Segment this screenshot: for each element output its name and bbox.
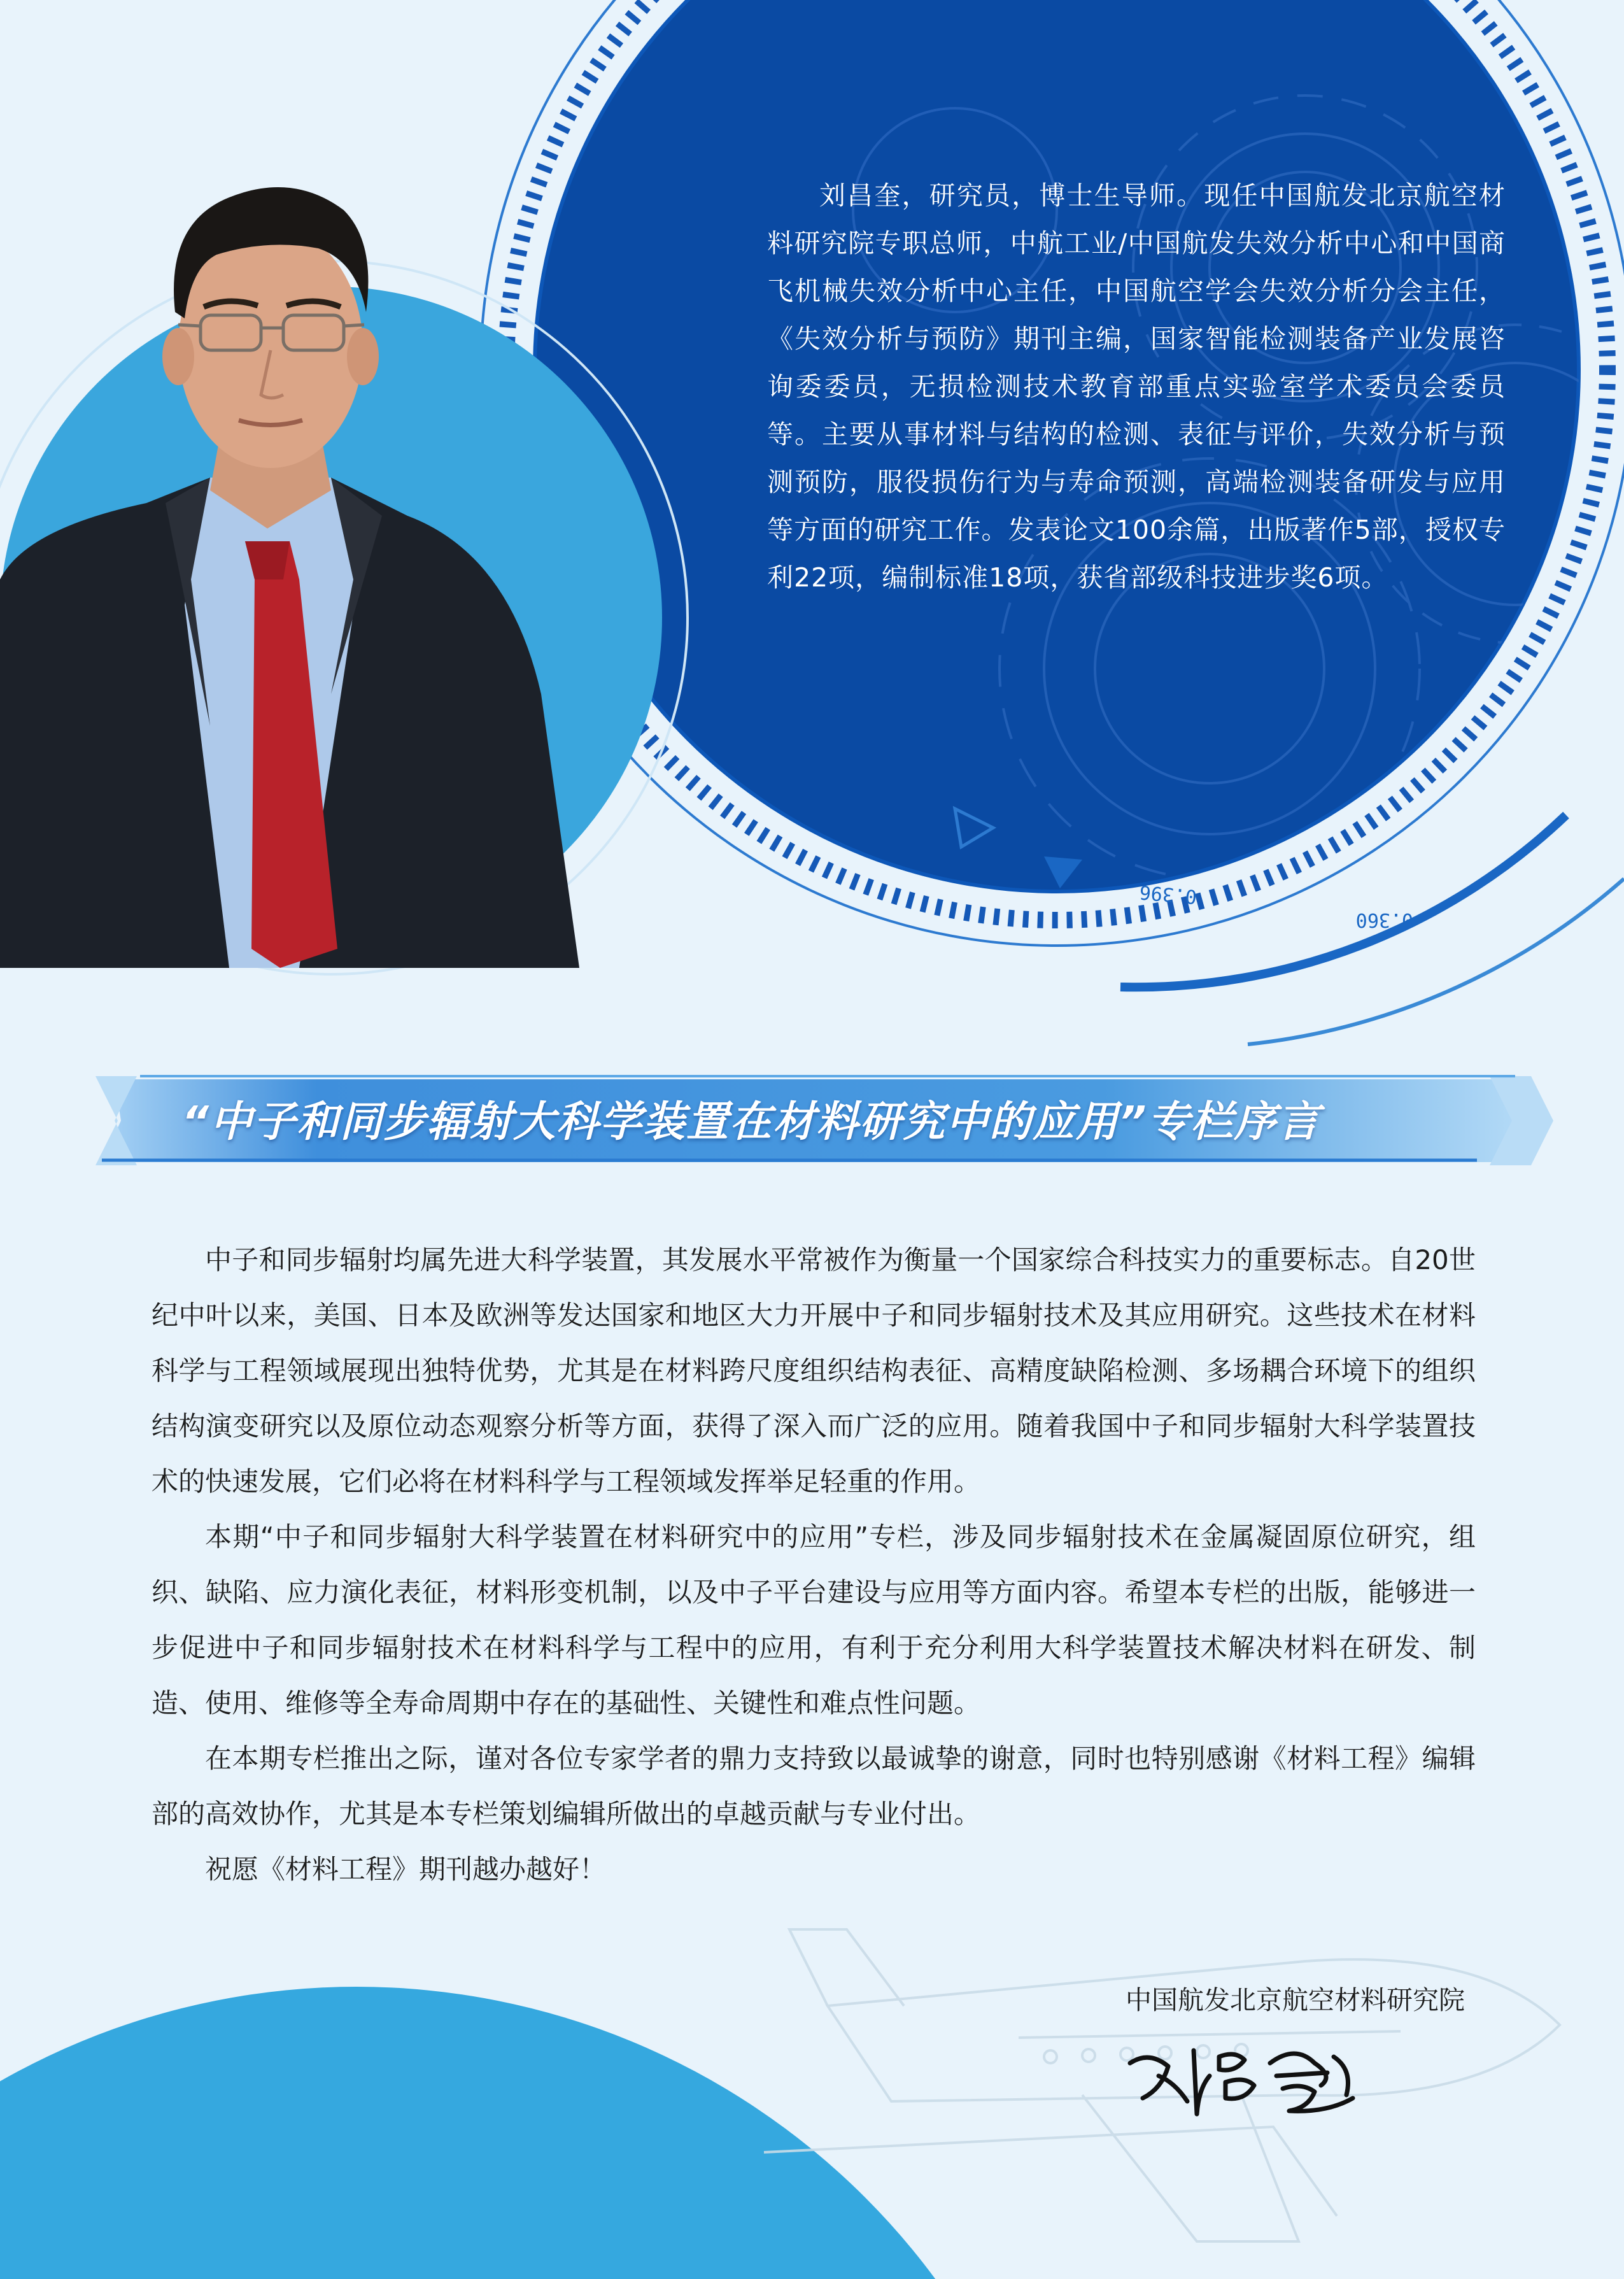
handwritten-signature xyxy=(1124,2038,1410,2120)
preface-body xyxy=(152,1232,1476,1897)
bottom-circle xyxy=(0,1987,1076,2279)
author-bio: 刘昌奎，研究员，博士生导师。现任中国航发北京航空材料研究院专职总师，中航工业/中国航发失效分析中心和中国商飞机械失效分析中心主任，中国航空学会失效分析分会主任，《失效分析与预防》期刊主编，国家智能检测装备产业发展咨询委委员，无损检测技术教育部重点实验室学术委员会委员等。主要从事材料与结构的检测、表征与评价，失效分析与预测预防，服役损伤行为与寿命预测，高端检测装备研发与应用等方面的研究工作。发表论文100余篇，出版著作5部，授权专利22项，编制标准18项，获省部级科技进步奖6项。 xyxy=(767,180,1506,593)
preface-paragraph: 本期“中子和同步辐射大科学装置在材料研究中的应用”专栏，涉及同步辐射技术在金属凝固原位研究，组织、缺陷、应力演化表征，材料形变机制，以及中子平台建设与应用等方面内容。希望本专栏的出版，能够进一步促进中子和同步辐射技术在材料科学与工程中的应用，有利于充分利用大科学装置技术解决材料在研发、制造、使用、维修等全寿命周期中存在的基础性、关键性和难点性问题。 xyxy=(152,1521,1476,1719)
deco-label-right: 0.360 xyxy=(1355,909,1413,931)
preface-paragraph: 祝愿《材料工程》期刊越办越好！ xyxy=(205,1854,607,1885)
signature-organization: 中国航发北京航空材料研究院 xyxy=(1126,1985,1465,2015)
preface-paragraph: 在本期专栏推出之际，谨对各位专家学者的鼎力支持致以最诚挚的谢意，同时也特别感谢《材料工程》编辑部的高效协作，尤其是本专栏策划编辑所做出的卓越贡献与专业付出。 xyxy=(152,1743,1476,1829)
column-title: “中子和同步辐射大科学装置在材料研究中的应用”专栏序言 xyxy=(181,1097,1321,1146)
preface-paragraph: 中子和同步辐射均属先进大科学装置，其发展水平常被作为衡量一个国家综合科技实力的重要标志。自20世纪中叶以来，美国、日本及欧洲等发达国家和地区大力开展中子和同步辐射技术及其应用研究。这些技术在材料科学与工程领域展现出独特优势，尤其是在材料跨尺度组织结构表征、高精度缺陷检测、多场耦合环境下的组织结构演变研究以及原位动态观察分析等方面，获得了深入而广泛的应用。随着我国中子和同步辐射大科学装置技术的快速发展，它们必将在材料科学与工程领域发挥举足轻重的作用。 xyxy=(152,1244,1476,1497)
author-portrait xyxy=(0,121,643,968)
deco-label-left: 0.396 xyxy=(1138,880,1198,908)
